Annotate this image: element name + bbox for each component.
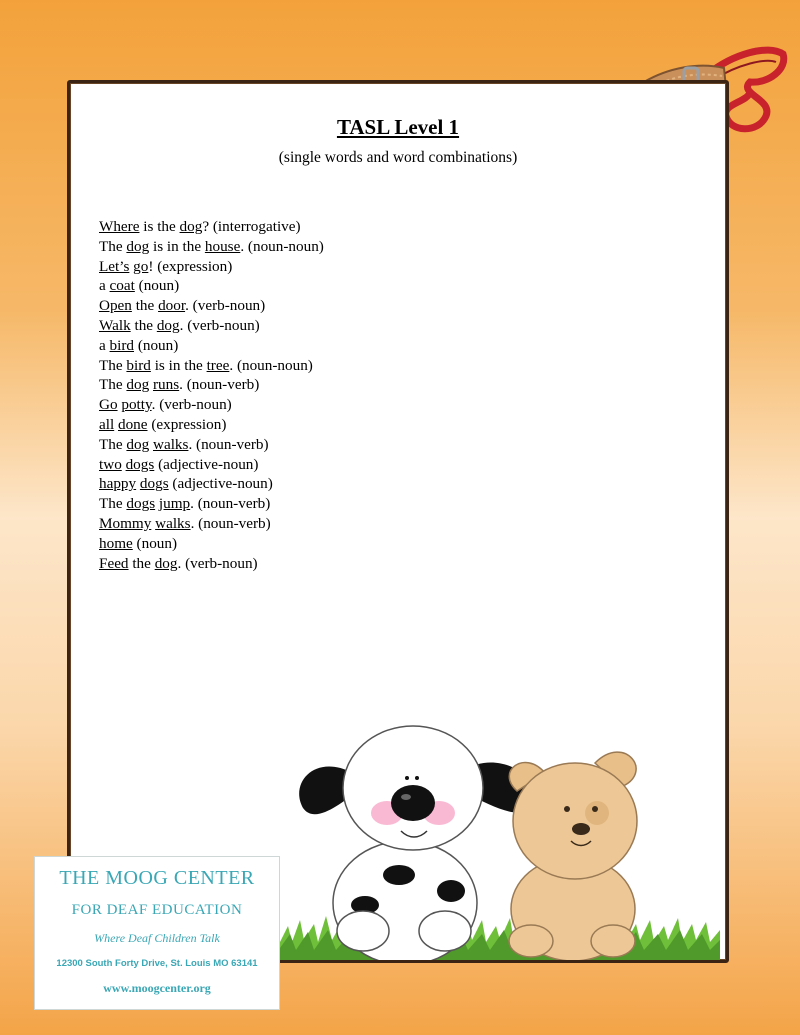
phrase-item (99, 494, 324, 514)
tan-puppy-illustration (509, 752, 637, 961)
underlined-word: home (99, 534, 133, 552)
phrase-item (99, 395, 324, 415)
underlined-word: dog (126, 237, 150, 255)
underlined-word: runs (153, 376, 180, 394)
logo-address: 12300 South Forty Drive, St. Louis MO 63141 (56, 958, 258, 969)
phrase-item (99, 554, 324, 574)
phrase-text: The (99, 435, 127, 453)
underlined-word: bird (126, 356, 151, 374)
underlined-word: dog (126, 376, 150, 394)
phrase-item (99, 415, 324, 435)
phrase-text: a (99, 336, 110, 354)
dogs-illustration (295, 713, 655, 963)
phrase-text: The (99, 237, 127, 255)
phrase-text: . (noun-noun) (240, 237, 324, 255)
underlined-word: dog (126, 435, 150, 453)
underlined-word: dogs (125, 455, 155, 473)
underlined-word: dog (154, 554, 178, 572)
phrase-text: (adjective-noun) (154, 455, 259, 473)
phrase-item (99, 217, 324, 237)
underlined-word: dog (156, 316, 180, 334)
phrase-text: . (noun-verb) (179, 376, 260, 394)
phrase-item (99, 276, 324, 296)
phrase-item (99, 455, 324, 475)
phrase-text: ? (interrogative) (202, 218, 301, 235)
phrase-item (99, 257, 324, 277)
phrase-text: . (verb-noun) (177, 554, 258, 572)
phrase-item (99, 336, 324, 356)
phrase-text: the (131, 297, 159, 315)
logo-website-link[interactable]: www.moogcenter.org (103, 981, 211, 995)
phrase-item (99, 296, 324, 316)
phrase-item (99, 237, 324, 257)
phrase-text: The (99, 495, 127, 513)
underlined-word: Feed (99, 554, 129, 572)
underlined-word: walks (155, 514, 191, 532)
phrase-text: the (128, 554, 155, 572)
phrase-item (99, 534, 324, 554)
underlined-word: done (117, 415, 148, 433)
underlined-word: all (99, 415, 115, 433)
phrase-text: the (130, 316, 157, 334)
underlined-word: Walk (99, 316, 131, 334)
phrase-text: (adjective-noun) (168, 475, 273, 493)
phrase-item (99, 316, 324, 336)
phrase-text: (noun) (134, 336, 179, 354)
phrase-text: (expression) (147, 415, 227, 433)
phrase-item (99, 514, 324, 534)
underlined-word: dog (179, 218, 203, 235)
underlined-word: tree (206, 356, 230, 374)
phrase-text: . (verb-noun) (179, 316, 260, 334)
underlined-word: Where (99, 218, 140, 235)
phrase-text: The (99, 376, 127, 394)
underlined-word: Mommy (99, 514, 152, 532)
phrase-text: The (99, 356, 127, 374)
underlined-word: house (204, 237, 241, 255)
phrase-text: . (verb-noun) (185, 297, 266, 315)
underlined-word: coat (109, 277, 135, 295)
phrase-text: (noun) (134, 277, 180, 295)
phrase-list (99, 217, 324, 573)
phrase-item (99, 474, 324, 494)
underlined-word: two (99, 455, 122, 473)
page-subtitle: (single words and word combinations) (278, 149, 518, 166)
phrase-item (99, 356, 324, 376)
phrase-text: is the (139, 218, 180, 235)
logo-subname: FOR DEAF EDUCATION (71, 902, 243, 918)
phrase-item (99, 435, 324, 455)
underlined-word: door (158, 297, 186, 315)
phrase-text: ! (expression) (148, 257, 233, 275)
logo-name: THE MOOG CENTER (59, 867, 255, 889)
page-title: TASL Level 1 (336, 115, 460, 139)
underlined-word: jump (158, 495, 191, 513)
phrase-text: is in the (149, 237, 205, 255)
moog-center-logo (34, 856, 280, 1010)
underlined-word: Let’s (99, 257, 130, 275)
phrase-text: . (noun-noun) (229, 356, 313, 374)
underlined-word: dogs (126, 495, 156, 513)
underlined-word: bird (109, 336, 135, 354)
spotted-dog-illustration (299, 726, 533, 963)
underlined-word: Open (99, 297, 132, 315)
underlined-word: Go (99, 396, 118, 414)
phrase-text: a (99, 277, 110, 295)
underlined-word: walks (153, 435, 189, 453)
underlined-word: happy (99, 475, 137, 493)
phrase-text: is in the (150, 356, 207, 374)
phrase-item (99, 375, 324, 395)
phrase-text: . (noun-verb) (188, 435, 269, 453)
underlined-word: go (133, 257, 149, 275)
phrase-text: . (verb-noun) (151, 396, 232, 414)
phrase-text: . (noun-verb) (190, 495, 271, 513)
phrase-text: (noun) (132, 534, 178, 552)
underlined-word: dogs (139, 475, 169, 493)
logo-tagline: Where Deaf Children Talk (94, 931, 220, 945)
underlined-word: potty (121, 396, 152, 414)
worksheet-page (67, 80, 729, 963)
phrase-text: . (noun-verb) (190, 514, 271, 532)
